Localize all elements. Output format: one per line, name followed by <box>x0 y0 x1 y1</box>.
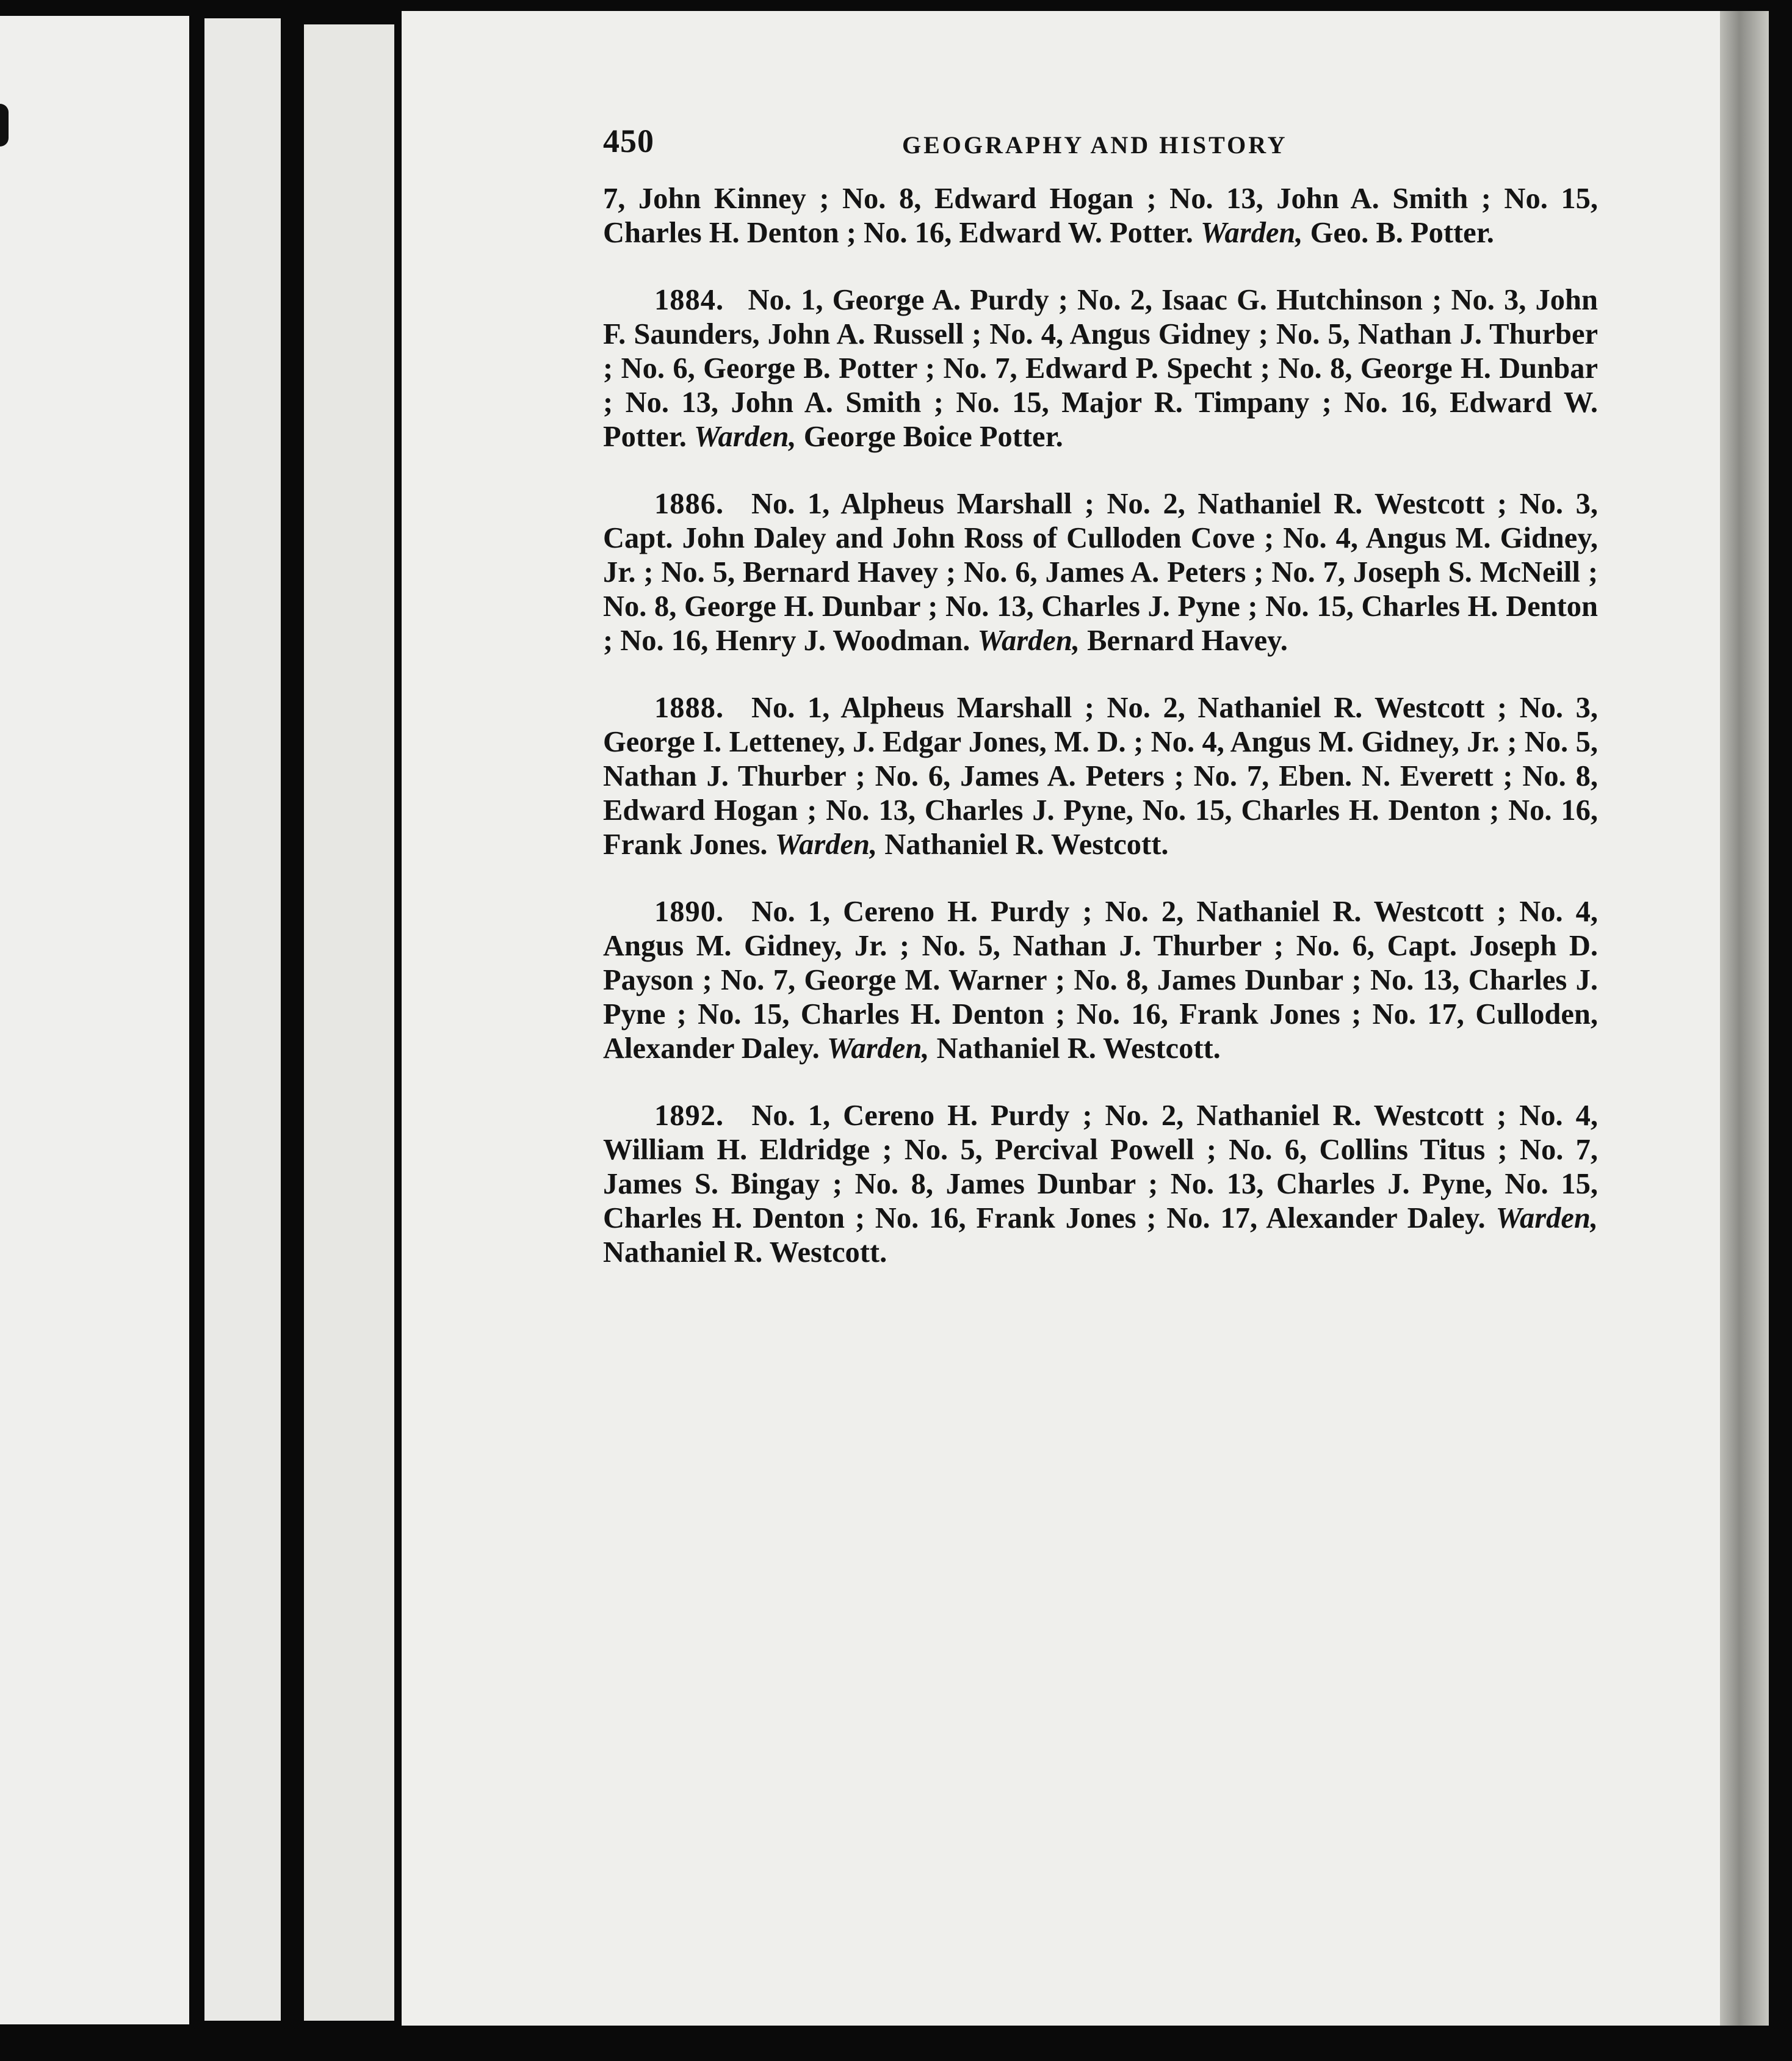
paragraph-text: No. 1, Alpheus Marshall ; No. 2, Nathaniel R. Westcott ; No. 3, George I. Letteney, J. Edgar Jones, M. D. ; No. 4, Angus M. Gidney, Jr. ; No. 5, Nathan J. Thurber ; No. 6, James A. Peters ; No. 7, Eben. N. Everett ; No. 8, Edward Hogan ; No. 13, Charles J. Pyne, No. 15, Charles H. Denton ; No. 16, Frank Jones. <box>603 692 1599 861</box>
running-head: GEOGRAPHY AND HISTORY <box>902 131 1288 159</box>
page-header <box>603 122 1598 177</box>
warden-name: Bernard Havey. <box>1087 625 1288 657</box>
paragraph-year: 1890. <box>654 896 724 928</box>
warden-label: Warden, <box>1201 217 1303 249</box>
paragraph-year: 1892. <box>654 1099 724 1132</box>
warden-label: Warden, <box>775 828 878 861</box>
warden-label: Warden, <box>1495 1202 1598 1234</box>
paragraph <box>603 182 1598 250</box>
paragraph <box>603 283 1598 454</box>
warden-label: Warden, <box>977 625 1080 657</box>
paragraph-year: 1884. <box>654 284 724 316</box>
warden-name: Nathaniel R. Westcott. <box>603 1236 887 1269</box>
paragraph <box>603 487 1598 658</box>
gutter-strip <box>204 18 281 2021</box>
left-page-letter-fragment <box>0 104 9 147</box>
warden-name: Geo. B. Potter. <box>1310 217 1494 249</box>
paragraph-text: No. 1, Cereno H. Purdy ; No. 2, Nathaniel R. Westcott ; No. 4, Angus M. Gidney, Jr. ; No. 5, Nathan J. Thurber ; No. 6, Capt. Joseph D. Payson ; No. 7, George M. Warner ; No. 8, James Dunbar ; No. 13, Charles J. Pyne ; No. 15, Charles H. Denton ; No. 16, Frank Jones ; No. 17, Culloden, Alexander Daley. <box>603 896 1599 1065</box>
paragraph <box>603 691 1598 862</box>
page-text <box>603 122 1598 1303</box>
warden-name: George Boice Potter. <box>803 421 1063 453</box>
left-page-fragment <box>0 16 189 2024</box>
paragraph-text: No. 1, Cereno H. Purdy ; No. 2, Nathaniel R. Westcott ; No. 4, William H. Eldridge ; No. 5, Percival Powell ; No. 6, Collins Titus ; No. 7, James S. Bingay ; No. 8, James Dunbar ; No. 13, Charles J. Pyne, No. 15, Charles H. Denton ; No. 16, Frank Jones ; No. 17, Alexander Daley. <box>603 1099 1599 1234</box>
warden-label: Warden, <box>694 421 797 453</box>
warden-label: Warden, <box>826 1032 930 1065</box>
paragraph-text: 7, John Kinney ; No. 8, Edward Hogan ; No. 13, John A. Smith ; No. 15, Charles H. Denton ; No. 16, Edward W. Potter. <box>603 183 1598 249</box>
warden-name: Nathaniel R. Westcott. <box>936 1032 1221 1065</box>
paragraph-text: No. 1, George A. Purdy ; No. 2, Isaac G. Hutchinson ; No. 3, John F. Saunders, John A. Russell ; No. 4, Angus Gidney ; No. 5, Nathan J. Thurber ; No. 6, George B. Potter ; No. 7, Edward P. Specht ; No. 8, George H. Dunbar ; No. 13, John A. Smith ; No. 15, Major R. Timpany ; No. 16, Edward W. Potter. <box>603 284 1598 453</box>
paragraph-year: 1886. <box>654 488 724 520</box>
page-number: 450 <box>603 123 654 159</box>
paragraph-year: 1888. <box>654 692 724 724</box>
paragraph <box>603 1099 1598 1270</box>
paragraph-text: No. 1, Alpheus Marshall ; No. 2, Nathaniel R. Westcott ; No. 3, Capt. John Daley and John Ross of Culloden Cove ; No. 4, Angus M. Gidney, Jr. ; No. 5, Bernard Havey ; No. 6, James A. Peters ; No. 7, Joseph S. McNeill ; No. 8, George H. Dunbar ; No. 13, Charles J. Pyne ; No. 15, Charles H. Denton ; No. 16, Henry J. Woodman. <box>603 488 1599 657</box>
paragraph <box>603 895 1598 1066</box>
gutter-strip <box>304 24 394 2021</box>
warden-name: Nathaniel R. Westcott. <box>884 828 1169 861</box>
page-edge <box>1720 11 1769 2026</box>
